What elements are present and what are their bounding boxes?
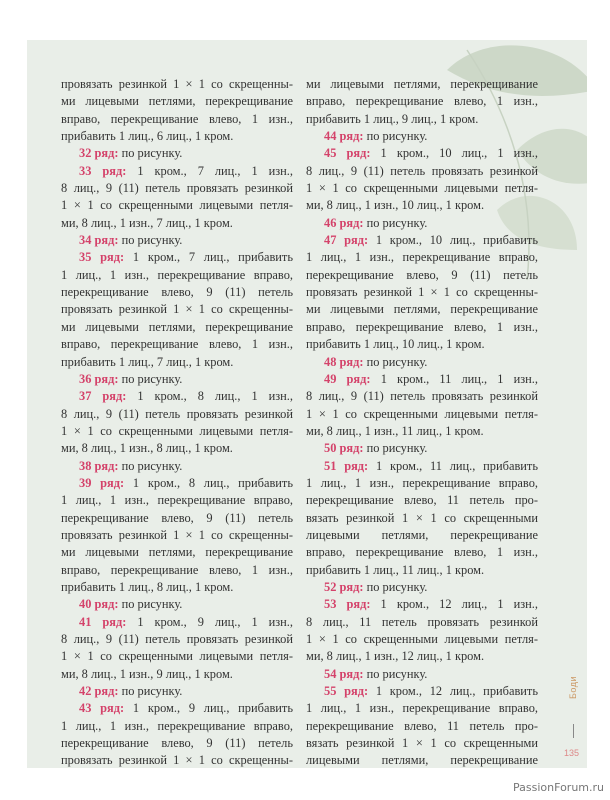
row-text: ми, 8 лиц., 1 изн., 7 лиц., 1 кром. xyxy=(61,215,233,230)
row-text: 8 лиц., 9 (11) петель провязать резинкой xyxy=(306,389,538,404)
row-text: 1 лиц., 1 изн., перекрещивание вправо, xyxy=(61,493,293,508)
row-text: по рисунку. xyxy=(363,441,428,456)
row-text: 1 кром., 7 лиц., 1 изн., xyxy=(126,163,293,178)
text-line xyxy=(61,128,293,145)
text-line xyxy=(306,752,538,768)
text-line xyxy=(306,128,538,145)
row-text: по рисунку. xyxy=(363,354,428,369)
row-text: ми лицевыми петлями, перекрещивание xyxy=(61,319,293,334)
row-text: перекрещивание влево, 9 (11) петель xyxy=(306,267,538,282)
row-text: 1 × 1 со скрещенными лицевыми петля- xyxy=(306,181,538,196)
row-text: 1 лиц., 1 изн., перекрещивание вправо, xyxy=(306,475,538,490)
text-line xyxy=(306,614,538,631)
text-line xyxy=(306,371,538,388)
row-text: 1 кром., 11 лиц., прибавить xyxy=(368,458,538,473)
text-line xyxy=(61,527,293,544)
text-line xyxy=(306,527,538,544)
row-text: ми, 8 лиц., 1 изн., 12 лиц., 1 кром. xyxy=(306,649,485,664)
text-line xyxy=(306,215,538,232)
document-page xyxy=(27,40,587,768)
text-line xyxy=(61,249,293,266)
row-label: 55 ряд: xyxy=(324,684,369,699)
text-line xyxy=(61,406,293,423)
text-line xyxy=(61,440,293,457)
row-label: 34 ряд: xyxy=(79,233,119,248)
text-line xyxy=(306,492,538,509)
row-label: 35 ряд: xyxy=(79,250,125,265)
row-label: 48 ряд: xyxy=(324,354,364,369)
row-text: 1 кром., 8 лиц., прибавить xyxy=(124,475,293,490)
text-line xyxy=(61,319,293,336)
row-text: провязать резинкой 1 × 1 со скрещенны- xyxy=(61,302,293,317)
text-line xyxy=(61,683,293,700)
text-line xyxy=(61,492,293,509)
row-label: 43 ряд: xyxy=(79,701,125,716)
row-text: 1 лиц., 1 изн., перекрещивание вправо, xyxy=(61,267,293,282)
row-text: провязать резинкой 1 × 1 со скрещенны- xyxy=(61,753,293,768)
text-line xyxy=(306,718,538,735)
text-line xyxy=(306,406,538,423)
row-text: перекрещивание влево, 11 петель про- xyxy=(306,493,538,508)
section-label: Боди xyxy=(568,676,578,699)
row-text: 8 лиц., 9 (11) петель провязать резинкой xyxy=(61,406,293,421)
row-text: ми, 8 лиц., 1 изн., 8 лиц., 1 кром. xyxy=(61,441,233,456)
row-text: 1 кром., 12 лиц., 1 изн., xyxy=(370,597,538,612)
text-line xyxy=(306,76,538,93)
row-text: лицевыми петлями, перекрещивание xyxy=(306,753,538,768)
text-line xyxy=(61,354,293,371)
text-line xyxy=(61,163,293,180)
row-text: по рисунку. xyxy=(118,371,183,386)
text-line xyxy=(306,440,538,457)
text-line xyxy=(61,301,293,318)
row-text: ми лицевыми петлями, перекрещивание xyxy=(306,302,538,317)
row-text: по рисунку. xyxy=(118,233,183,248)
row-text: 1 × 1 со скрещенными лицевыми петля- xyxy=(306,406,538,421)
row-text: по рисунку. xyxy=(118,597,183,612)
row-text: 1 × 1 со скрещенными лицевыми петля- xyxy=(306,632,538,646)
text-line xyxy=(61,215,293,232)
row-text: 1 × 1 со скрещенными лицевыми петля- xyxy=(61,198,293,213)
text-line xyxy=(61,475,293,492)
row-label: 51 ряд: xyxy=(324,458,369,473)
row-label: 45 ряд: xyxy=(324,146,371,161)
text-line xyxy=(61,197,293,214)
row-label: 54 ряд: xyxy=(324,666,364,681)
text-line xyxy=(306,284,538,301)
row-label: 53 ряд: xyxy=(324,597,371,612)
text-line xyxy=(61,544,293,561)
row-text: 1 × 1 со скрещенными лицевыми петля- xyxy=(61,649,293,664)
text-line xyxy=(306,666,538,683)
text-line xyxy=(306,562,538,579)
text-line xyxy=(306,336,538,353)
row-text: прибавить 1 лиц., 8 лиц., 1 кром. xyxy=(61,579,234,594)
row-text: вязать резинкой 1 × 1 со скрещенными xyxy=(306,510,538,525)
row-text: 1 кром., 10 лиц., прибавить xyxy=(368,233,538,248)
text-line xyxy=(61,145,293,162)
text-line xyxy=(61,562,293,579)
row-text: 1 лиц., 1 изн., перекрещивание вправо, xyxy=(306,250,538,265)
text-line xyxy=(61,735,293,752)
text-line xyxy=(306,510,538,527)
text-line xyxy=(61,648,293,665)
text-line xyxy=(306,631,538,648)
text-line xyxy=(306,700,538,717)
text-line xyxy=(306,458,538,475)
text-line xyxy=(306,197,538,214)
row-text: перекрещивание влево, 9 (11) петель xyxy=(61,285,293,300)
watermark: PassionForum.ru xyxy=(513,781,604,794)
row-text: перекрещивание влево, 11 петель про- xyxy=(306,718,538,733)
row-text: вязать резинкой 1 × 1 со скрещенными xyxy=(306,736,538,751)
row-label: 39 ряд: xyxy=(79,475,125,490)
page-number: 135 xyxy=(563,748,579,758)
text-line xyxy=(61,700,293,717)
row-label: 47 ряд: xyxy=(324,233,369,248)
row-text: по рисунку. xyxy=(363,666,428,681)
text-line xyxy=(306,180,538,197)
text-line xyxy=(306,423,538,440)
row-text: 1 кром., 11 лиц., 1 изн., xyxy=(370,371,538,386)
text-line xyxy=(306,475,538,492)
row-text: прибавить 1 лиц., 11 лиц., 1 кром. xyxy=(306,562,485,577)
row-label: 42 ряд: xyxy=(79,684,119,699)
text-line xyxy=(306,544,538,561)
left-column xyxy=(61,76,293,768)
text-line xyxy=(61,388,293,405)
row-text: 1 кром., 9 лиц., прибавить xyxy=(124,701,293,716)
row-text: прибавить 1 лиц., 7 лиц., 1 кром. xyxy=(61,354,234,369)
row-text: вправо, перекрещивание влево, 1 изн., xyxy=(61,111,293,126)
text-line xyxy=(306,319,538,336)
row-label: 40 ряд: xyxy=(79,597,119,612)
text-line xyxy=(306,683,538,700)
row-text: 1 лиц., 1 изн., перекрещивание вправо, xyxy=(61,718,293,733)
text-line xyxy=(306,93,538,110)
row-label: 36 ряд: xyxy=(79,371,119,386)
text-line xyxy=(61,510,293,527)
row-text: ми лицевыми петлями, перекрещивание xyxy=(61,545,293,560)
row-text: 1 кром., 12 лиц., прибавить xyxy=(368,684,538,699)
text-line xyxy=(61,371,293,388)
text-line xyxy=(306,596,538,613)
text-line xyxy=(61,666,293,683)
row-text: прибавить 1 лиц., 9 лиц., 1 кром. xyxy=(306,111,479,126)
row-label: 33 ряд: xyxy=(79,163,127,178)
text-line xyxy=(306,648,538,665)
text-line xyxy=(306,232,538,249)
row-text: 1 × 1 со скрещенными лицевыми петля- xyxy=(61,423,293,438)
row-text: ми лицевыми петлями, перекрещивание xyxy=(61,94,293,109)
row-label: 41 ряд: xyxy=(79,614,127,629)
row-text: ми, 8 лиц., 1 изн., 10 лиц., 1 кром. xyxy=(306,198,485,213)
row-text: 1 кром., 9 лиц., 1 изн., xyxy=(126,614,293,629)
text-line xyxy=(306,267,538,284)
row-text: ми, 8 лиц., 1 изн., 11 лиц., 1 кром. xyxy=(306,423,484,438)
text-line xyxy=(61,718,293,735)
row-label: 50 ряд: xyxy=(324,441,364,456)
row-text: 8 лиц., 9 (11) петель провязать резинкой xyxy=(306,163,538,178)
text-line xyxy=(61,232,293,249)
text-line xyxy=(306,388,538,405)
row-text: перекрещивание влево, 9 (11) петель xyxy=(61,510,293,525)
text-line xyxy=(61,267,293,284)
row-label: 44 ряд: xyxy=(324,129,364,144)
text-line xyxy=(61,76,293,93)
row-text: провязать резинкой 1 × 1 со скрещенны- xyxy=(61,77,293,91)
row-text: 1 кром., 8 лиц., 1 изн., xyxy=(126,389,293,404)
text-line xyxy=(306,735,538,752)
row-label: 49 ряд: xyxy=(324,371,371,386)
row-text: по рисунку. xyxy=(118,684,183,699)
row-text: 8 лиц., 11 петель провязать резинкой xyxy=(306,614,538,629)
text-line xyxy=(306,301,538,318)
row-label: 46 ряд: xyxy=(324,215,364,230)
divider xyxy=(573,724,574,738)
row-text: по рисунку. xyxy=(118,458,183,473)
row-label: 37 ряд: xyxy=(79,389,127,404)
right-column xyxy=(306,76,538,768)
row-text: 1 лиц., 1 изн., перекрещивание вправо, xyxy=(306,701,538,716)
text-line xyxy=(61,458,293,475)
row-label: 52 ряд: xyxy=(324,579,364,594)
row-text: вправо, перекрещивание влево, 1 изн., xyxy=(61,562,293,577)
text-line xyxy=(61,614,293,631)
row-text: ми лицевыми петлями, перекрещивание xyxy=(306,77,538,91)
text-line xyxy=(61,596,293,613)
text-line xyxy=(306,249,538,266)
row-text: вправо, перекрещивание влево, 1 изн., xyxy=(306,319,538,334)
row-label: 38 ряд: xyxy=(79,458,119,473)
row-text: лицевыми петлями, перекрещивание xyxy=(306,527,538,542)
text-line xyxy=(61,579,293,596)
row-text: 1 кром., 10 лиц., 1 изн., xyxy=(370,146,538,161)
row-text: 8 лиц., 9 (11) петель провязать резинкой xyxy=(61,181,293,196)
text-line xyxy=(61,631,293,648)
row-text: вправо, перекрещивание влево, 1 изн., xyxy=(306,545,538,560)
text-line xyxy=(306,354,538,371)
row-text: перекрещивание влево, 9 (11) петель xyxy=(61,736,293,751)
text-line xyxy=(306,145,538,162)
text-line xyxy=(306,579,538,596)
row-text: по рисунку. xyxy=(118,146,183,161)
row-text: по рисунку. xyxy=(363,129,428,144)
row-label: 32 ряд: xyxy=(79,146,119,161)
text-line xyxy=(61,111,293,128)
row-text: 1 кром., 7 лиц., прибавить xyxy=(124,250,293,265)
text-line xyxy=(61,93,293,110)
row-text: провязать резинкой 1 × 1 со скрещенны- xyxy=(306,285,538,300)
text-line xyxy=(306,111,538,128)
row-text: по рисунку. xyxy=(363,579,428,594)
row-text: провязать резинкой 1 × 1 со скрещенны- xyxy=(61,527,293,542)
text-line xyxy=(61,423,293,440)
text-line xyxy=(61,180,293,197)
row-text: прибавить 1 лиц., 10 лиц., 1 кром. xyxy=(306,337,485,352)
row-text: прибавить 1 лиц., 6 лиц., 1 кром. xyxy=(61,129,234,144)
row-text: вправо, перекрещивание влево, 1 изн., xyxy=(61,337,293,352)
text-line xyxy=(61,752,293,768)
text-line xyxy=(61,284,293,301)
row-text: по рисунку. xyxy=(363,215,428,230)
row-text: вправо, перекрещивание влево, 1 изн., xyxy=(306,94,538,109)
row-text: ми, 8 лиц., 1 изн., 9 лиц., 1 кром. xyxy=(61,666,233,681)
text-line xyxy=(306,163,538,180)
text-line xyxy=(61,336,293,353)
row-text: 8 лиц., 9 (11) петель провязать резинкой xyxy=(61,632,293,646)
